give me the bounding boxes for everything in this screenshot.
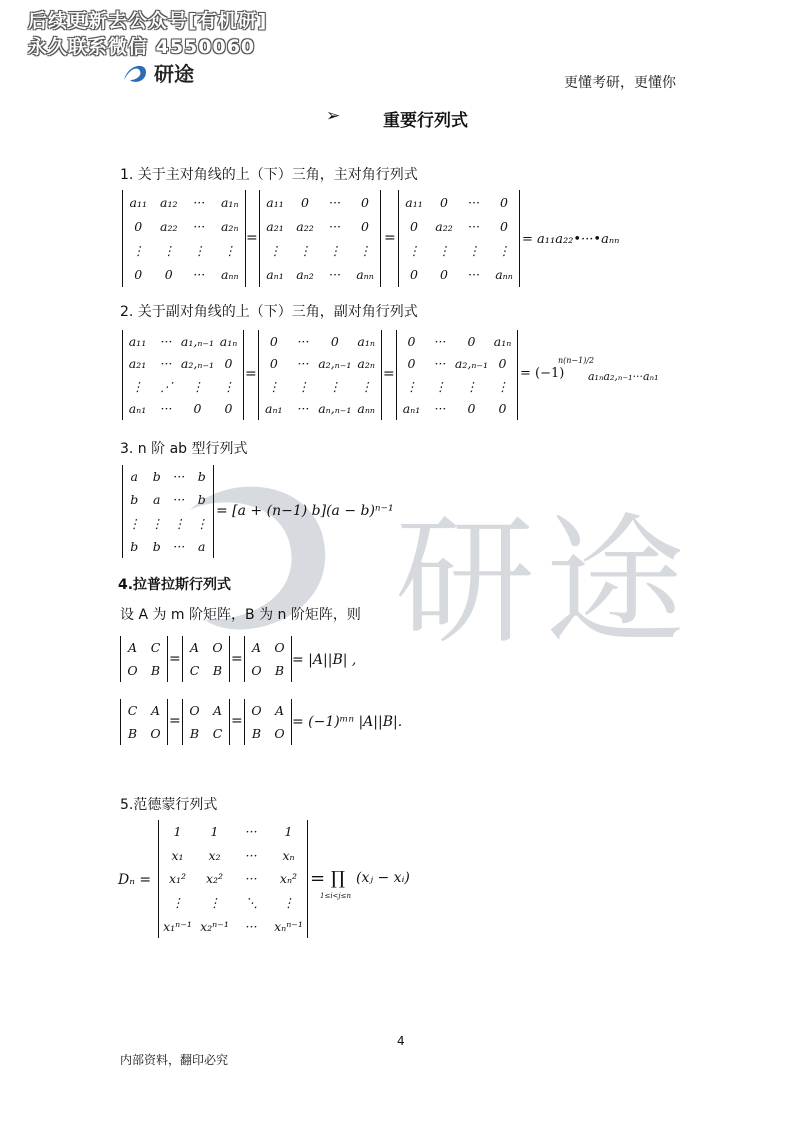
matrix-entry: ⋮ xyxy=(328,243,342,259)
matrix-entry: B xyxy=(274,663,285,678)
matrix-entry: ··· xyxy=(329,194,341,210)
section-1-heading: 1. 关于主对角线的上（下）三角，主对角行列式 xyxy=(120,167,418,183)
matrix-entry: a₂₁ xyxy=(266,218,284,234)
matrix-entry: ⋮ xyxy=(268,243,282,259)
equals-sign: = xyxy=(245,366,257,382)
matrix-entry: ⋮ xyxy=(359,378,373,394)
matrix-entry: aₙₙ xyxy=(357,401,375,417)
section-1-result: = a₁₁a₂₂•···•aₙₙ xyxy=(522,232,620,247)
logo-icon xyxy=(120,60,148,86)
matrix-entry: ··· xyxy=(468,218,480,234)
matrix-entry: ··· xyxy=(193,218,206,234)
matrix-entry: ··· xyxy=(434,333,447,349)
matrix-entry: 0 xyxy=(467,333,476,349)
matrix-entry: ··· xyxy=(245,871,258,887)
matrix-entry: b xyxy=(197,469,206,485)
matrix-entry: 0 xyxy=(301,194,309,210)
matrix-entry: ⋮ xyxy=(222,378,235,394)
matrix-entry: ⋮ xyxy=(132,243,145,259)
matrix-entry: x₁² xyxy=(168,871,187,887)
matrix-entry: a₂ₙ xyxy=(220,218,239,234)
matrix-entry: ⋮ xyxy=(208,895,221,911)
matrix-entry: a₁ₙ xyxy=(357,333,375,349)
matrix-entry: 0 xyxy=(440,194,448,210)
matrix-entry: ⋮ xyxy=(407,243,421,259)
matrix-entry: ⋮ xyxy=(128,515,141,531)
matrix-entry: ⋮ xyxy=(131,378,144,394)
matrix-entry: 0 xyxy=(134,267,143,283)
vandermonde-product-sign: = ∏ xyxy=(310,868,346,889)
matrix-entry: ··· xyxy=(468,194,480,210)
matrix-entry: a₂,ₙ₋₁ xyxy=(318,356,352,372)
matrix-entry: C xyxy=(127,703,138,718)
matrix-entry: ⋮ xyxy=(195,515,208,531)
matrix-entry: ⋮ xyxy=(405,378,418,394)
matrix-entry: ··· xyxy=(193,267,206,283)
section-3-heading: 3. n 阶 ab 型行列式 xyxy=(120,441,248,457)
matrix-entry: x₂ xyxy=(208,847,221,863)
page-number: 4 xyxy=(397,1034,405,1048)
matrix-entry: a₁₁ xyxy=(405,194,423,210)
section-2-result-prefix: = (−1) xyxy=(520,366,565,381)
matrix-entry: ⋮ xyxy=(150,515,163,531)
matrix-entry: ⋮ xyxy=(297,378,310,394)
matrix-entry: O xyxy=(150,726,161,741)
matrix-entry: B xyxy=(251,726,262,741)
watermark-line-2: 永久联系微信 4550060 xyxy=(28,36,256,58)
matrix-entry: A xyxy=(150,703,161,718)
matrix-entry: 0 xyxy=(498,356,507,372)
det-2c xyxy=(396,330,518,420)
matrix-entry: 0 xyxy=(269,356,278,372)
matrix-entry: 0 xyxy=(361,194,369,210)
matrix-entry: ⋮ xyxy=(358,243,372,259)
matrix-entry: 0 xyxy=(500,194,508,210)
logo-text: 研途 xyxy=(154,62,194,86)
matrix-entry: 0 xyxy=(498,401,507,417)
matrix-entry: O xyxy=(274,726,285,741)
vandermonde-product-term: (xⱼ − xᵢ) xyxy=(356,870,410,886)
matrix-entry: a xyxy=(130,469,138,485)
matrix-entry: ⋮ xyxy=(193,243,206,259)
matrix-entry: aₙ₁ xyxy=(265,401,283,417)
big-watermark-text: 研途 xyxy=(395,501,696,664)
det-5 xyxy=(158,820,308,938)
matrix-entry: 1 xyxy=(173,824,182,840)
matrix-entry: 0 xyxy=(224,356,233,372)
matrix-entry: ⋱ xyxy=(245,895,258,911)
matrix-entry: aₙ₁ xyxy=(402,401,421,417)
matrix-entry: a xyxy=(153,492,161,508)
det-4c xyxy=(244,636,292,682)
matrix-entry: ⋰ xyxy=(160,378,173,394)
equals-sign: = xyxy=(169,651,181,667)
matrix-entry: a₁ₙ xyxy=(220,194,239,210)
det-1a xyxy=(122,190,246,287)
matrix-entry: a₁₂ xyxy=(160,194,178,210)
matrix-entry: a₂₂ xyxy=(296,218,314,234)
matrix-entry: a₁₁ xyxy=(128,333,147,349)
matrix-entry: a₁₁ xyxy=(266,194,284,210)
matrix-entry: b xyxy=(152,538,161,554)
matrix-entry: B xyxy=(212,663,223,678)
header-slogan: 更懂考研，更懂你 xyxy=(564,75,676,91)
matrix-entry: 0 xyxy=(224,401,233,417)
matrix-entry: ··· xyxy=(297,356,310,372)
det-1c xyxy=(398,190,520,287)
page-title: 重要行列式 xyxy=(383,111,468,131)
matrix-entry: ··· xyxy=(160,356,173,372)
matrix-entry: ⋮ xyxy=(173,515,186,531)
matrix-entry: ··· xyxy=(434,401,447,417)
matrix-entry: ⋮ xyxy=(171,895,184,911)
matrix-entry: 0 xyxy=(410,267,418,283)
matrix-entry: 0 xyxy=(410,218,418,234)
matrix-entry: a₁ₙ xyxy=(493,333,512,349)
matrix-entry: xₙ xyxy=(282,847,295,863)
matrix-entry: aₙₙ xyxy=(495,267,513,283)
det-3 xyxy=(122,465,214,558)
matrix-entry: A xyxy=(251,640,262,655)
matrix-entry: O xyxy=(251,663,262,678)
matrix-entry: 0 xyxy=(440,267,448,283)
matrix-entry: C xyxy=(212,726,223,741)
matrix-entry: ··· xyxy=(173,538,186,554)
section-2-result-suffix: a₁ₙa₂,ₙ₋₁···aₙ₁ xyxy=(588,370,659,383)
matrix-entry: b xyxy=(197,492,206,508)
det-4e xyxy=(182,699,230,745)
matrix-entry: a xyxy=(198,538,206,554)
matrix-entry: aₙₙ xyxy=(220,267,239,283)
matrix-entry: ··· xyxy=(468,267,480,283)
section-4-intro: 设 A 为 m 阶矩阵，B 为 n 阶矩阵，则 xyxy=(120,607,361,623)
matrix-entry: a₁,ₙ₋₁ xyxy=(180,333,215,349)
equals-sign: = xyxy=(231,651,243,667)
matrix-entry: O xyxy=(212,640,223,655)
footer-note: 内部资料，翻印必究 xyxy=(120,1053,229,1067)
watermark-line-1: 后续更新去公众号[有机研] xyxy=(28,10,268,32)
matrix-entry: ··· xyxy=(329,267,341,283)
matrix-entry: a₂,ₙ₋₁ xyxy=(180,356,215,372)
equals-sign: = xyxy=(246,230,258,246)
section-4-result-1: = |A||B| , xyxy=(292,652,357,668)
matrix-entry: C xyxy=(189,663,200,678)
matrix-entry: ⋮ xyxy=(191,378,204,394)
section-3-result: = [a + (n−1) b](a − b)ⁿ⁻¹ xyxy=(216,503,394,519)
matrix-entry: O xyxy=(251,703,262,718)
matrix-entry: aₙ₁ xyxy=(266,267,284,283)
matrix-entry: ⋮ xyxy=(437,243,451,259)
matrix-entry: a₂₂ xyxy=(435,218,453,234)
matrix-entry: ··· xyxy=(245,824,258,840)
matrix-entry: ⋮ xyxy=(497,243,511,259)
matrix-entry: 0 xyxy=(193,401,202,417)
equals-sign: = xyxy=(384,230,396,246)
matrix-entry: 0 xyxy=(164,267,173,283)
matrix-entry: O xyxy=(189,703,200,718)
equals-sign: = xyxy=(231,713,243,729)
header-logo xyxy=(120,58,194,87)
vandermonde-lhs: Dₙ = xyxy=(118,872,152,888)
matrix-entry: ⋮ xyxy=(282,895,295,911)
matrix-entry: a₂,ₙ₋₁ xyxy=(454,356,489,372)
matrix-entry: B xyxy=(127,726,138,741)
det-2b xyxy=(258,330,382,420)
matrix-entry: xₙⁿ⁻¹ xyxy=(274,918,303,934)
matrix-entry: O xyxy=(274,640,285,655)
section-5-heading: 5.范德蒙行列式 xyxy=(120,797,218,813)
matrix-entry: A xyxy=(212,703,223,718)
det-2a xyxy=(122,330,244,420)
matrix-entry: 0 xyxy=(407,356,416,372)
matrix-entry: a₁ₙ xyxy=(219,333,238,349)
matrix-entry: ··· xyxy=(245,918,258,934)
matrix-entry: ··· xyxy=(297,333,310,349)
matrix-entry: 0 xyxy=(500,218,508,234)
matrix-entry: b xyxy=(152,469,161,485)
section-2-result-exponent: n(n−1)/2 xyxy=(558,356,595,365)
matrix-entry: aₙ₂ xyxy=(296,267,314,283)
equals-sign: = xyxy=(383,366,395,382)
det-4d xyxy=(120,699,168,745)
det-4a xyxy=(120,636,168,682)
matrix-entry: ··· xyxy=(193,194,206,210)
matrix-entry: ⋮ xyxy=(434,378,447,394)
matrix-entry: x₂² xyxy=(205,871,224,887)
matrix-entry: ··· xyxy=(160,401,173,417)
matrix-entry: ⋮ xyxy=(328,378,342,394)
matrix-entry: ··· xyxy=(245,847,258,863)
matrix-entry: x₂ⁿ⁻¹ xyxy=(200,918,229,934)
matrix-entry: x₁ xyxy=(171,847,184,863)
matrix-entry: ··· xyxy=(329,218,341,234)
matrix-entry: a₂₂ xyxy=(160,218,178,234)
matrix-entry: ⋮ xyxy=(223,243,236,259)
matrix-entry: ··· xyxy=(434,356,447,372)
equals-sign: = xyxy=(169,713,181,729)
matrix-entry: 0 xyxy=(467,401,476,417)
matrix-entry: ⋮ xyxy=(267,378,281,394)
matrix-entry: B xyxy=(189,726,200,741)
det-1b xyxy=(259,190,381,287)
matrix-entry: aₙ,ₙ₋₁ xyxy=(318,401,352,417)
matrix-entry: ··· xyxy=(173,469,186,485)
matrix-entry: 0 xyxy=(361,218,369,234)
matrix-entry: O xyxy=(127,663,138,678)
matrix-entry: ⋮ xyxy=(465,378,478,394)
matrix-entry: b xyxy=(130,492,139,508)
section-2-heading: 2. 关于副对角线的上（下）三角，副对角行列式 xyxy=(120,304,418,320)
matrix-entry: a₂ₙ xyxy=(357,356,375,372)
matrix-entry: ⋮ xyxy=(496,378,509,394)
matrix-entry: ⋮ xyxy=(162,243,175,259)
matrix-entry: B xyxy=(150,663,161,678)
title-bullet-icon: ➢ xyxy=(326,106,341,126)
section-4-heading: 4.拉普拉斯行列式 xyxy=(118,577,232,593)
matrix-entry: xₙ² xyxy=(279,871,298,887)
matrix-entry: A xyxy=(127,640,138,655)
matrix-entry: C xyxy=(150,640,161,655)
matrix-entry: ⋮ xyxy=(298,243,312,259)
matrix-entry: 0 xyxy=(330,333,339,349)
matrix-entry: a₁₁ xyxy=(129,194,147,210)
matrix-entry: b xyxy=(130,538,139,554)
matrix-entry: ⋮ xyxy=(467,243,481,259)
matrix-entry: A xyxy=(189,640,200,655)
matrix-entry: 1 xyxy=(284,824,293,840)
matrix-entry: 0 xyxy=(134,218,143,234)
det-4f xyxy=(244,699,292,745)
matrix-entry: 0 xyxy=(407,333,416,349)
vandermonde-product-index: 1≤i<j≤n xyxy=(320,892,351,900)
matrix-entry: ··· xyxy=(173,492,186,508)
matrix-entry: a₂₁ xyxy=(128,356,147,372)
matrix-entry: A xyxy=(274,703,285,718)
matrix-entry: ··· xyxy=(160,333,173,349)
matrix-entry: aₙₙ xyxy=(356,267,374,283)
det-4b xyxy=(182,636,230,682)
matrix-entry: 0 xyxy=(269,333,278,349)
matrix-entry: ··· xyxy=(297,401,310,417)
matrix-entry: 1 xyxy=(210,824,219,840)
section-4-result-2: = (−1)ᵐⁿ |A||B|. xyxy=(292,714,403,730)
matrix-entry: x₁ⁿ⁻¹ xyxy=(163,918,192,934)
matrix-entry: aₙ₁ xyxy=(128,401,147,417)
